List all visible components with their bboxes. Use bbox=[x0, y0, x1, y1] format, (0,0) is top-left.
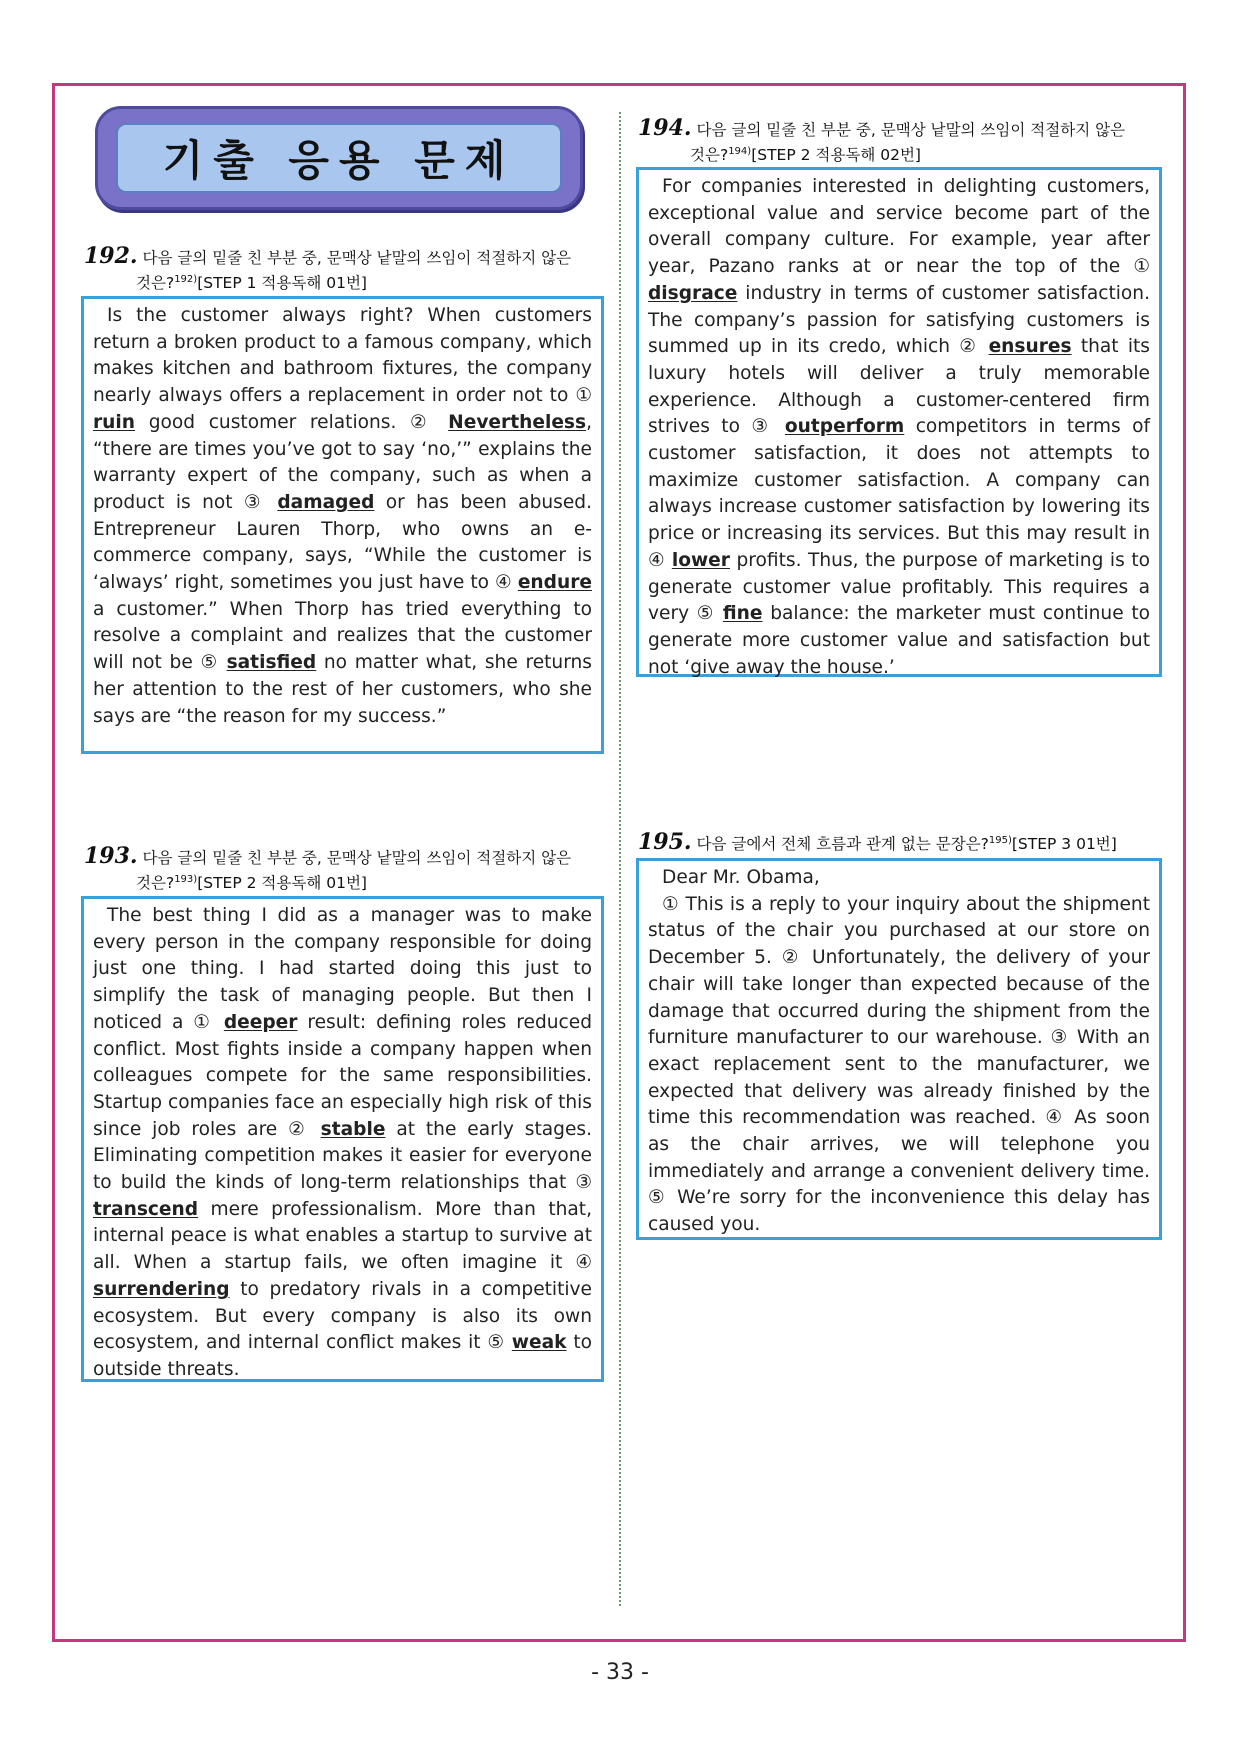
question-prompt-line2: 것은?$^{193)}$[STEP 2 적용독해 01번] bbox=[136, 874, 367, 893]
question-number: 192. bbox=[84, 243, 138, 269]
passage-194 bbox=[636, 167, 1162, 677]
question-source: [STEP 3 01번] bbox=[1011, 835, 1117, 854]
passage-text: For companies interested in delighting customers, exceptional value and service become part of the overall company culture. For example, year after year, Pazano ranks at or near the top of the ① disgrace industry in terms of customer satisfaction. The company’s passion for satisfying customers is summed up in its credo, which ② ensures that its luxury hotels will deliver a truly memorable experience. Although a customer-centered firm strives to ③ outperform competitors in terms of customer satisfaction, it does not attempts to maximize customer satisfaction. A company can always increase customer satisfaction by lowering its price or increasing its services. But this may result in ④ lower profits. Thus, the purpose of marketing is to generate customer value profitably. This requires a very ⑤ fine balance: the marketer must continue to generate more customer value and satisfaction but not ‘give away the house.’ bbox=[648, 176, 1150, 678]
question-prompt: 다음 글의 밑줄 친 부분 중, 문맥상 낱말의 쓰임이 적절하지 않은 bbox=[696, 121, 1126, 139]
underlined-word: lower bbox=[671, 549, 730, 571]
passage-text: The best thing I did as a manager was to make every person in the company responsible for doing just one thing. I had started doing this just to simplify the task of managing people. But then I noticed a ① deeper result: defining roles reduced conflict. Most fights inside a company happen when colleagues compete for the same responsibilities. Startup companies face an especially high risk of this since job roles are ② stable at the early stages. Eliminating competition makes it easier for everyone to build the kinds of long-term relationships that ③ transcend mere professionalism. More than that, internal peace is what enables a startup to survive at all. When a startup fails, we often imagine it ④ surrendering to predatory rivals in a competitive ecosystem. But every company is also its own ecosystem, and internal conflict makes it ⑤ weak to outside threats. bbox=[93, 905, 593, 1380]
question-prompt: 다음 글의 밑줄 친 부분 중, 문맥상 낱말의 쓰임이 적절하지 않은 bbox=[142, 249, 572, 267]
underlined-word: ruin bbox=[93, 411, 136, 433]
page-title: 기출 응용 문제 bbox=[162, 136, 516, 185]
passage-195 bbox=[636, 858, 1162, 1240]
question-prompt: 다음 글의 밑줄 친 부분 중, 문맥상 낱말의 쓰임이 적절하지 않은 bbox=[142, 849, 572, 867]
page-number: - 33 - bbox=[591, 1660, 649, 1685]
underlined-word: disgrace bbox=[648, 282, 738, 304]
underlined-word: ensures bbox=[988, 336, 1072, 358]
passage-192 bbox=[81, 296, 604, 754]
question-number: 193. bbox=[84, 843, 138, 869]
passage-193 bbox=[81, 896, 604, 1382]
footnote-ref: 194) bbox=[728, 146, 752, 157]
underlined-word: fine bbox=[722, 603, 763, 625]
title-banner-inner bbox=[116, 123, 562, 193]
question-prompt-line2: 것은?$^{194)}$[STEP 2 적용독해 02번] bbox=[690, 146, 921, 165]
question-source: [STEP 2 적용독해 02번] bbox=[751, 146, 921, 165]
question-194-header bbox=[638, 115, 1162, 166]
footnote-ref: 193) bbox=[174, 874, 198, 885]
underlined-word: endure bbox=[517, 572, 592, 594]
letter-salutation: Dear Mr. Obama, bbox=[662, 867, 820, 888]
footnote-ref: 195) bbox=[988, 835, 1012, 846]
question-193-header bbox=[84, 843, 604, 894]
underlined-word: transcend bbox=[93, 1198, 199, 1220]
question-number: 195. bbox=[638, 829, 692, 856]
underlined-word: Nevertheless bbox=[448, 411, 587, 433]
underlined-word: surrendering bbox=[93, 1278, 230, 1300]
footnote-ref: 192) bbox=[174, 274, 198, 285]
underlined-word: deeper bbox=[223, 1011, 298, 1033]
title-banner bbox=[95, 106, 583, 210]
passage-text: ① This is a reply to your inquiry about the shipment status of the chair you purchased at our store on December 5. ② Unfortunately, the delivery of your chair will take longer than expected because of the damage that occurred during the shipment from the furniture manufacturer to our warehouse. ③ With an exact replacement sent to the manufacturer, we expected that delivery was already finished by the time this recommendation was reached. ④ As soon as the chair arrives, we will telephone you immediately and arrange a convenient delivery time. ⑤ We’re sorry for the inconvenience this delay has caused you. bbox=[648, 893, 1150, 1236]
question-prompt: 다음 글에서 전체 흐름과 관계 없는 문장은? bbox=[696, 835, 989, 854]
passage-text: Is the customer always right? When customers return a broken product to a famous company, which makes kitchen and bathroom fixtures, the company nearly always offers a replacement in order not to ① ruin good customer relations. ② Nevertheless, “there are times you’ve got to say ‘no,’” explains the warranty expert of the company, such as when a product is not ③ damaged or has been abused. Entrepreneur Lauren Thorp, who owns an e-commerce company, says, “While the customer is ‘always’ right, sometimes you just have to ④ endure a customer.” When Thorp has tried everything to resolve a complaint and realizes that the customer will not be ⑤ satisfied no matter what, she returns her attention to the rest of her customers, who she says are “the reason for my success.” bbox=[93, 305, 592, 727]
underlined-word: damaged bbox=[277, 491, 375, 513]
question-source: [STEP 1 적용독해 01번] bbox=[197, 274, 367, 293]
question-192-header bbox=[84, 243, 604, 294]
underlined-word: outperform bbox=[784, 416, 905, 438]
question-prompt-line2: 것은?$^{192)}$[STEP 1 적용독해 01번] bbox=[136, 274, 367, 293]
underlined-word: satisfied bbox=[226, 652, 317, 674]
underlined-word: stable bbox=[320, 1118, 386, 1140]
question-number: 194. bbox=[638, 115, 692, 141]
question-source: [STEP 2 적용독해 01번] bbox=[197, 874, 367, 893]
column-divider bbox=[619, 112, 621, 1606]
question-195-header bbox=[638, 830, 1162, 855]
underlined-word: weak bbox=[511, 1332, 567, 1354]
